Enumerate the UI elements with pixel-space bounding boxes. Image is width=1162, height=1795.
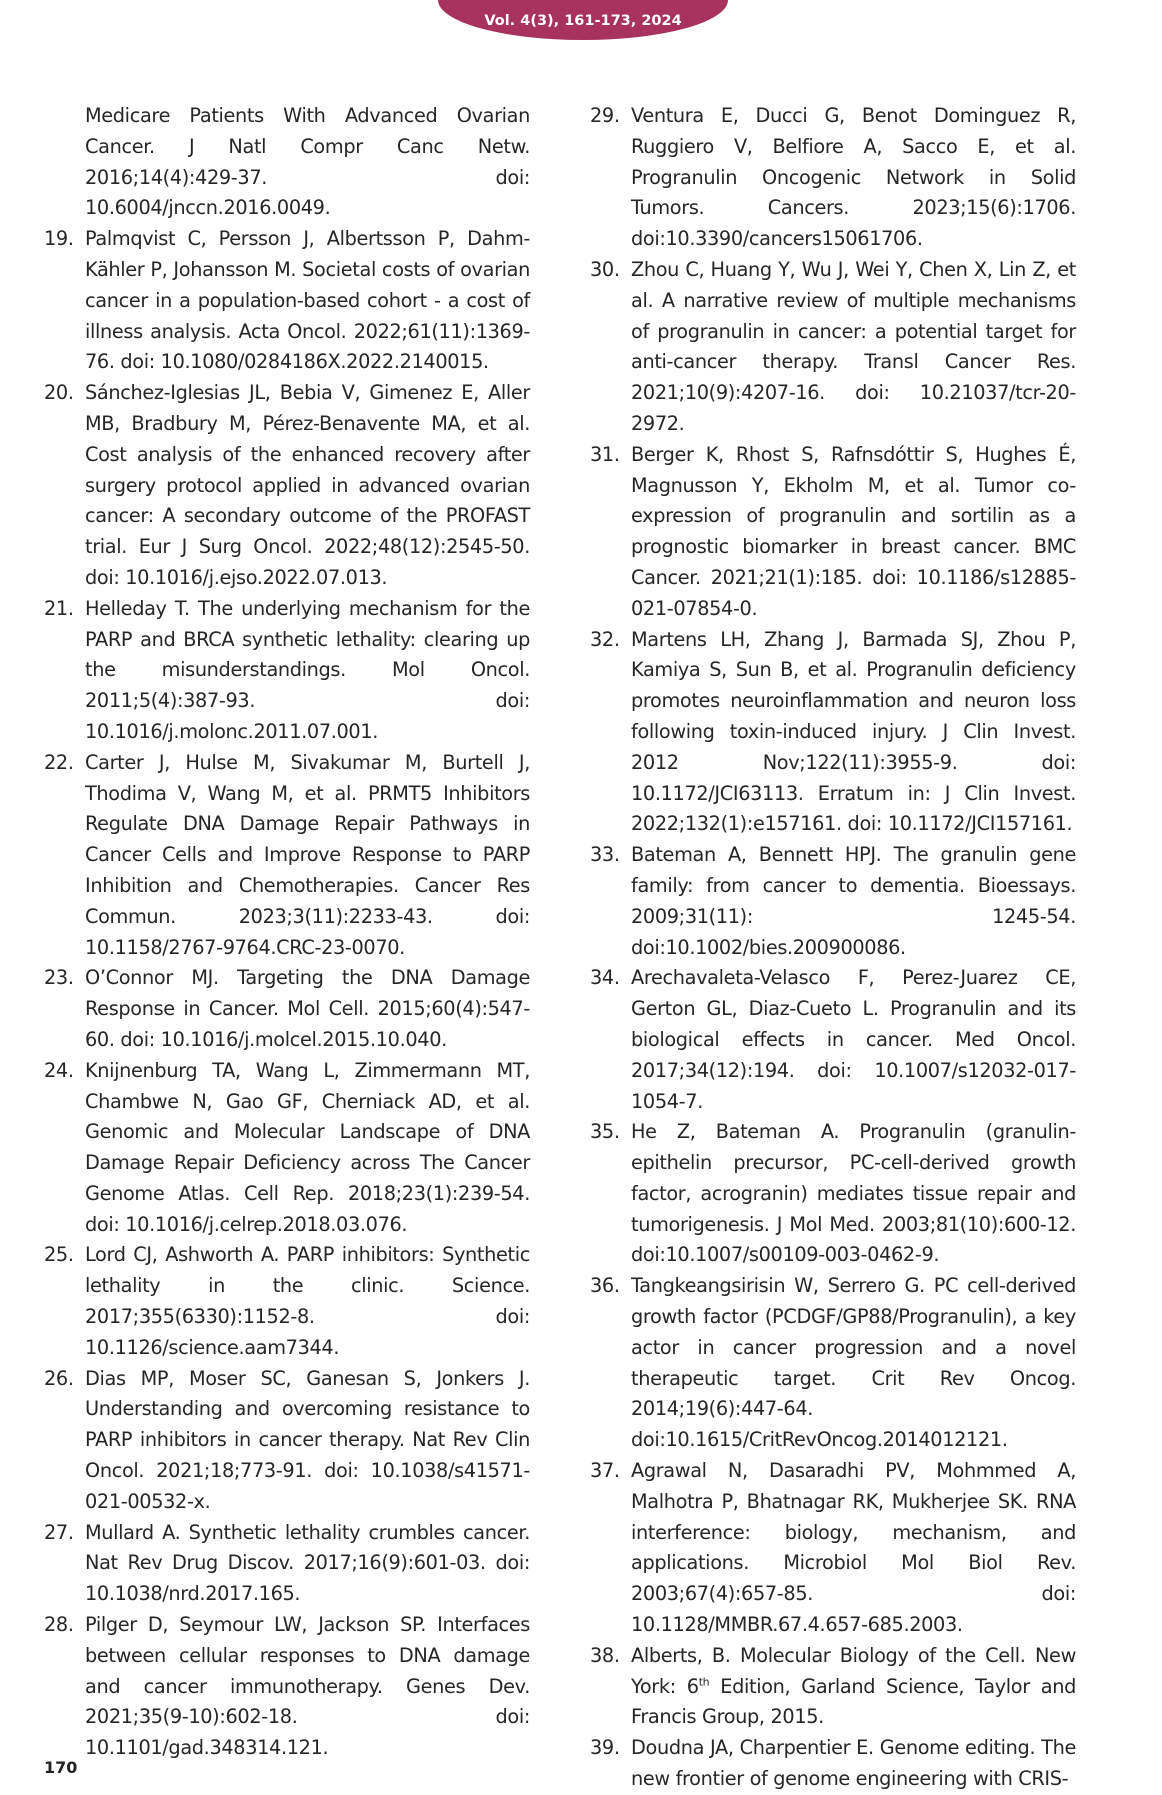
reference-number: 24. — [44, 1058, 74, 1082]
reference-item — [44, 1610, 530, 1764]
reference-item — [44, 1240, 530, 1363]
reference-number: 20. — [44, 381, 74, 405]
reference-item — [44, 1518, 530, 1610]
reference-number: 27. — [44, 1520, 74, 1544]
reference-text: Lord CJ, Ashworth A. PARP inhibitors: Synthetic lethality in the clinic. Science. 2017;355(6330):1152-8. doi: 10.1126/science.aam7344. — [85, 1243, 530, 1359]
reference-text: Arechavaleta-Velasco F, Perez-Juarez CE, Gerton GL, Diaz-Cueto L. Progranulin and its biological effects in cancer. Med Oncol. 2017;34(12):194. doi: 10.1007/s12032-017-1054-7. — [631, 966, 1076, 1113]
reference-item — [590, 1271, 1076, 1456]
reference-item — [590, 1641, 1076, 1733]
reference-item — [44, 101, 530, 224]
reference-number: 31. — [590, 442, 620, 466]
reference-text: Mullard A. Synthetic lethality crumbles cancer. Nat Rev Drug Discov. 2017;16(9):601-03. doi: 10.1038/nrd.2017.165. — [85, 1520, 530, 1606]
reference-text: Martens LH, Zhang J, Barmada SJ, Zhou P, Kamiya S, Sun B, et al. Progranulin deficiency promotes neuroinflammation and neuron loss following toxin-induced injury. J Clin Invest. 2012 Nov;122(11):3955-9. doi: 10.1172/JCI63113. Erratum in: J Clin Invest. 2022;132(1):e157161. doi: 10.1172/JCI157161. — [631, 627, 1076, 836]
reference-text: Dias MP, Moser SC, Ganesan S, Jonkers J. Understanding and overcoming resistance to PARP inhibitors in cancer therapy. Nat Rev Clin Oncol. 2021;18;773-91. doi: 10.1038/s41571-021-00532-x. — [85, 1366, 530, 1513]
reference-number: 39. — [590, 1736, 620, 1760]
reference-number: 38. — [590, 1643, 620, 1667]
reference-number: 37. — [590, 1459, 620, 1483]
reference-text-part: Edition, Garland Science, Taylor and Francis Group, 2015. — [631, 1674, 1076, 1729]
reference-text: Medicare Patients With Advanced Ovarian Cancer. J Natl Compr Canc Netw. 2016;14(4):429-37. doi: 10.6004/jnccn.2016.0049. — [85, 104, 530, 220]
reference-item — [44, 1364, 530, 1518]
reference-number: 32. — [590, 627, 620, 651]
reference-item — [590, 255, 1076, 440]
reference-number: 22. — [44, 750, 74, 774]
reference-text-part: Alberts, B. Molecular Biology of the Cell. New York: 6 — [631, 1643, 1076, 1698]
reference-number: 30. — [590, 257, 620, 281]
reference-number: 29. — [590, 104, 620, 127]
reference-item — [44, 1056, 530, 1241]
reference-item — [44, 378, 530, 594]
reference-item — [590, 625, 1076, 841]
reference-number: 33. — [590, 843, 620, 867]
reference-text: O’Connor MJ. Targeting the DNA Damage Response in Cancer. Mol Cell. 2015;60(4):547-60. doi: 10.1016/j.molcel.2015.10.040. — [85, 966, 530, 1051]
reference-text: He Z, Bateman A. Progranulin (granulin-epithelin precursor, PC-cell-derived growth factor, acrogranin) mediates tissue repair and tumorigenesis. J Mol Med. 2003;81(10):600-12. doi:10.1007/s00109-003-0462-9. — [631, 1120, 1076, 1267]
reference-item — [590, 440, 1076, 625]
reference-item — [590, 963, 1076, 1117]
ordinal-superscript: th — [698, 1675, 710, 1689]
reference-text: Pilger D, Seymour LW, Jackson SP. Interfaces between cellular responses to DNA damage and cancer immunotherapy. Genes Dev. 2021;35(9-10):602-18. doi: 10.1101/gad.348314.121. — [85, 1613, 530, 1760]
reference-item — [590, 840, 1076, 963]
reference-text — [631, 1641, 1076, 1733]
volume-banner — [438, 0, 728, 40]
reference-text: Agrawal N, Dasaradhi PV, Mohmmed A, Malhotra P, Bhatnagar RK, Mukherjee SK. RNA interference: biology, mechanism, and applications. Microbiol Mol Biol Rev. 2003;67(4):657-85. doi: 10.1128/MMBR.67.4.657-685.2003. — [631, 1459, 1076, 1637]
references-right-column — [590, 101, 1076, 1795]
reference-text: Doudna JA, Charpentier E. Genome editing. The new frontier of genome engineering with CRIS- — [631, 1736, 1076, 1791]
reference-item — [44, 594, 530, 748]
reference-text: Helleday T. The underlying mechanism for the PARP and BRCA synthetic lethality: clearing up the misunderstandings. Mol Oncol. 2011;5(4):387-93. doi: 10.1016/j.molonc.2011.07.001. — [85, 596, 530, 743]
reference-number: 23. — [44, 966, 74, 990]
page-number: 170 — [44, 1758, 78, 1777]
reference-item — [590, 1456, 1076, 1641]
reference-text: Palmqvist C, Persson J, Albertsson P, Dahm-Kähler P, Johansson M. Societal costs of ovarian cancer in a population-based cohort - a cost of illness analysis. Acta Oncol. 2022;61(11):1369-76. doi: 10.1080/0284186X.2022.2140015. — [85, 227, 530, 374]
reference-text: Ventura E, Ducci G, Benot Dominguez R, Ruggiero V, Belfiore A, Sacco E, et al. Progranulin Oncogenic Network in Solid Tumors. Cancers. 2023;15(6):1706. doi:10.3390/cancers15061706. — [631, 104, 1076, 251]
reference-text: Tangkeangsirisin W, Serrero G. PC cell-derived growth factor (PCDGF/GP88/Progranulin), a key actor in cancer progression and a novel therapeutic target. Crit Rev Oncog. 2014;19(6):447-64. doi:10.1615/CritRevOncog.2014012121. — [631, 1274, 1076, 1452]
reference-number: 36. — [590, 1274, 620, 1298]
reference-text: Bateman A, Bennett HPJ. The granulin gene family: from cancer to dementia. Bioessays. 2009;31(11): 1245-54. doi:10.1002/bies.200900086. — [631, 843, 1076, 959]
reference-number: 26. — [44, 1366, 74, 1390]
reference-item — [590, 1733, 1076, 1795]
reference-number: 19. — [44, 227, 74, 251]
references-left-column — [44, 101, 530, 1764]
reference-item — [44, 963, 530, 1055]
reference-item — [590, 101, 1076, 255]
reference-text: Zhou C, Huang Y, Wu J, Wei Y, Chen X, Lin Z, et al. A narrative review of multiple mechanisms of progranulin in cancer: a potential target for anti-cancer therapy. Transl Cancer Res. 2021;10(9):4207-16. doi: 10.21037/tcr-20-2972. — [631, 257, 1076, 435]
reference-number: 35. — [590, 1120, 620, 1144]
reference-text: Knijnenburg TA, Wang L, Zimmermann MT, Chambwe N, Gao GF, Cherniack AD, et al. Genomic and Molecular Landscape of DNA Damage Repair Deficiency across The Cancer Genome Atlas. Cell Rep. 2018;23(1):239-54. doi: 10.1016/j.celrep.2018.03.076. — [85, 1058, 530, 1236]
reference-item — [44, 224, 530, 378]
reference-item — [590, 1117, 1076, 1271]
reference-number: 28. — [44, 1613, 74, 1637]
reference-text: Berger K, Rhost S, Rafnsdóttir S, Hughes É, Magnusson Y, Ekholm M, et al. Tumor co-expression of progranulin and sortilin as a prognostic biomarker in breast cancer. BMC Cancer. 2021;21(1):185. doi: 10.1186/s12885-021-07854-0. — [631, 442, 1076, 620]
reference-text: Sánchez-Iglesias JL, Bebia V, Gimenez E, Aller MB, Bradbury M, Pérez-Benavente MA, et al. Cost analysis of the enhanced recovery after surgery protocol applied in advanced ovarian cancer: A secondary outcome of the PROFAST trial. Eur J Surg Oncol. 2022;48(12):2545-50. doi: 10.1016/j.ejso.2022.07.013. — [85, 381, 530, 589]
reference-text: Carter J, Hulse M, Sivakumar M, Burtell J, Thodima V, Wang M, et al. PRMT5 Inhibitors Regulate DNA Damage Repair Pathways in Cancer Cells and Improve Response to PARP Inhibition and Chemotherapies. Cancer Res Commun. 2023;3(11):2233-43. doi: 10.1158/2767-9764.CRC-23-0070. — [85, 750, 530, 959]
volume-label: Vol. 4(3), 161-173, 2024 — [484, 13, 682, 29]
reference-number: 25. — [44, 1243, 74, 1267]
reference-number: 34. — [590, 966, 620, 990]
reference-item — [44, 748, 530, 964]
reference-number: 21. — [44, 596, 74, 620]
